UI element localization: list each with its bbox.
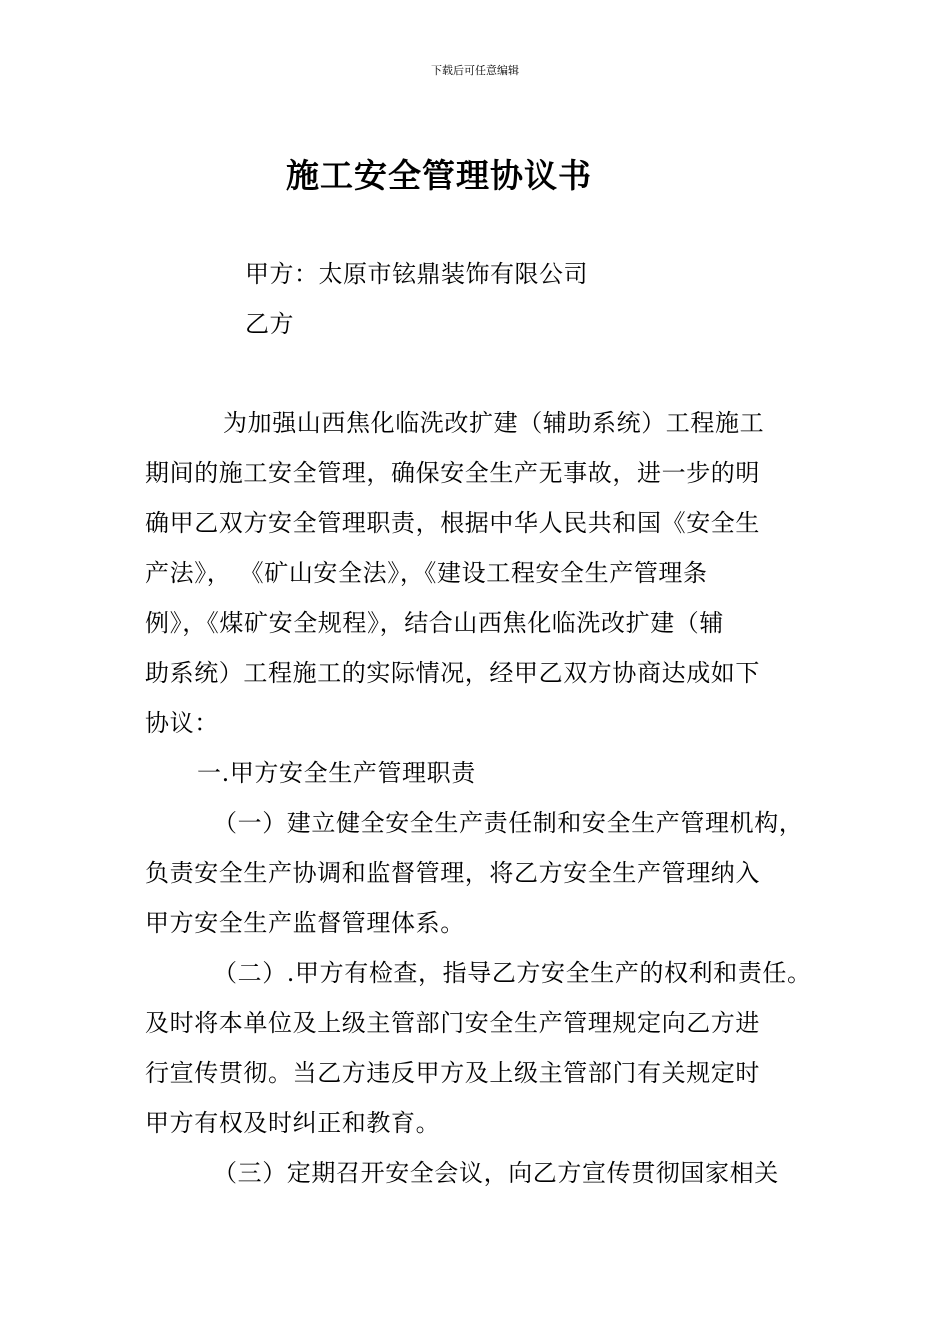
document-title: 施工安全管理协议书 (286, 156, 592, 195)
paragraph-line: 负责安全生产协调和监督管理，将乙方安全生产管理纳入 (145, 859, 760, 887)
paragraph-line: （二）.甲方有检查，指导乙方安全生产的权利和责任。 (213, 959, 812, 987)
paragraph-line: 产法》， 《矿山安全法》，《建设工程安全生产管理条 (145, 559, 708, 587)
paragraph-line: 为加强山西焦化临洗改扩建（辅助系统）工程施工 (223, 409, 765, 437)
paragraph-line: 例》，《煤矿安全规程》，结合山西焦化临洗改扩建（辅 (145, 609, 724, 637)
paragraph-line: 甲方安全生产监督管理体系。 (145, 909, 465, 937)
party-b-line: 乙方 (245, 310, 294, 338)
paragraph-line: 甲方有权及时纠正和教育。 (145, 1109, 441, 1137)
party-a-line: 甲方：太原市铉鼎装饰有限公司 (245, 260, 588, 288)
paragraph-line: 行宣传贯彻。当乙方违反甲方及上级主管部门有关规定时 (145, 1059, 760, 1087)
paragraph-line: 及时将本单位及上级主管部门安全生产管理规定向乙方进 (145, 1009, 760, 1037)
paragraph-line: 协议： (145, 709, 219, 737)
paragraph-line: （一）建立健全安全生产责任制和安全生产管理机构， (213, 809, 804, 837)
page-header-note: 下载后可任意编辑 (431, 64, 519, 77)
paragraph-line: 确甲乙双方安全管理职责，根据中华人民共和国《安全生 (145, 509, 760, 537)
paragraph-line: 助系统）工程施工的实际情况，经甲乙双方协商达成如下 (145, 659, 760, 687)
paragraph-line: （三）定期召开安全会议，向乙方宣传贯彻国家相关 (213, 1159, 779, 1187)
section-heading: 一.甲方安全生产管理职责 (197, 759, 476, 787)
paragraph-line: 期间的施工安全管理，确保安全生产无事故，进一步的明 (145, 459, 760, 487)
